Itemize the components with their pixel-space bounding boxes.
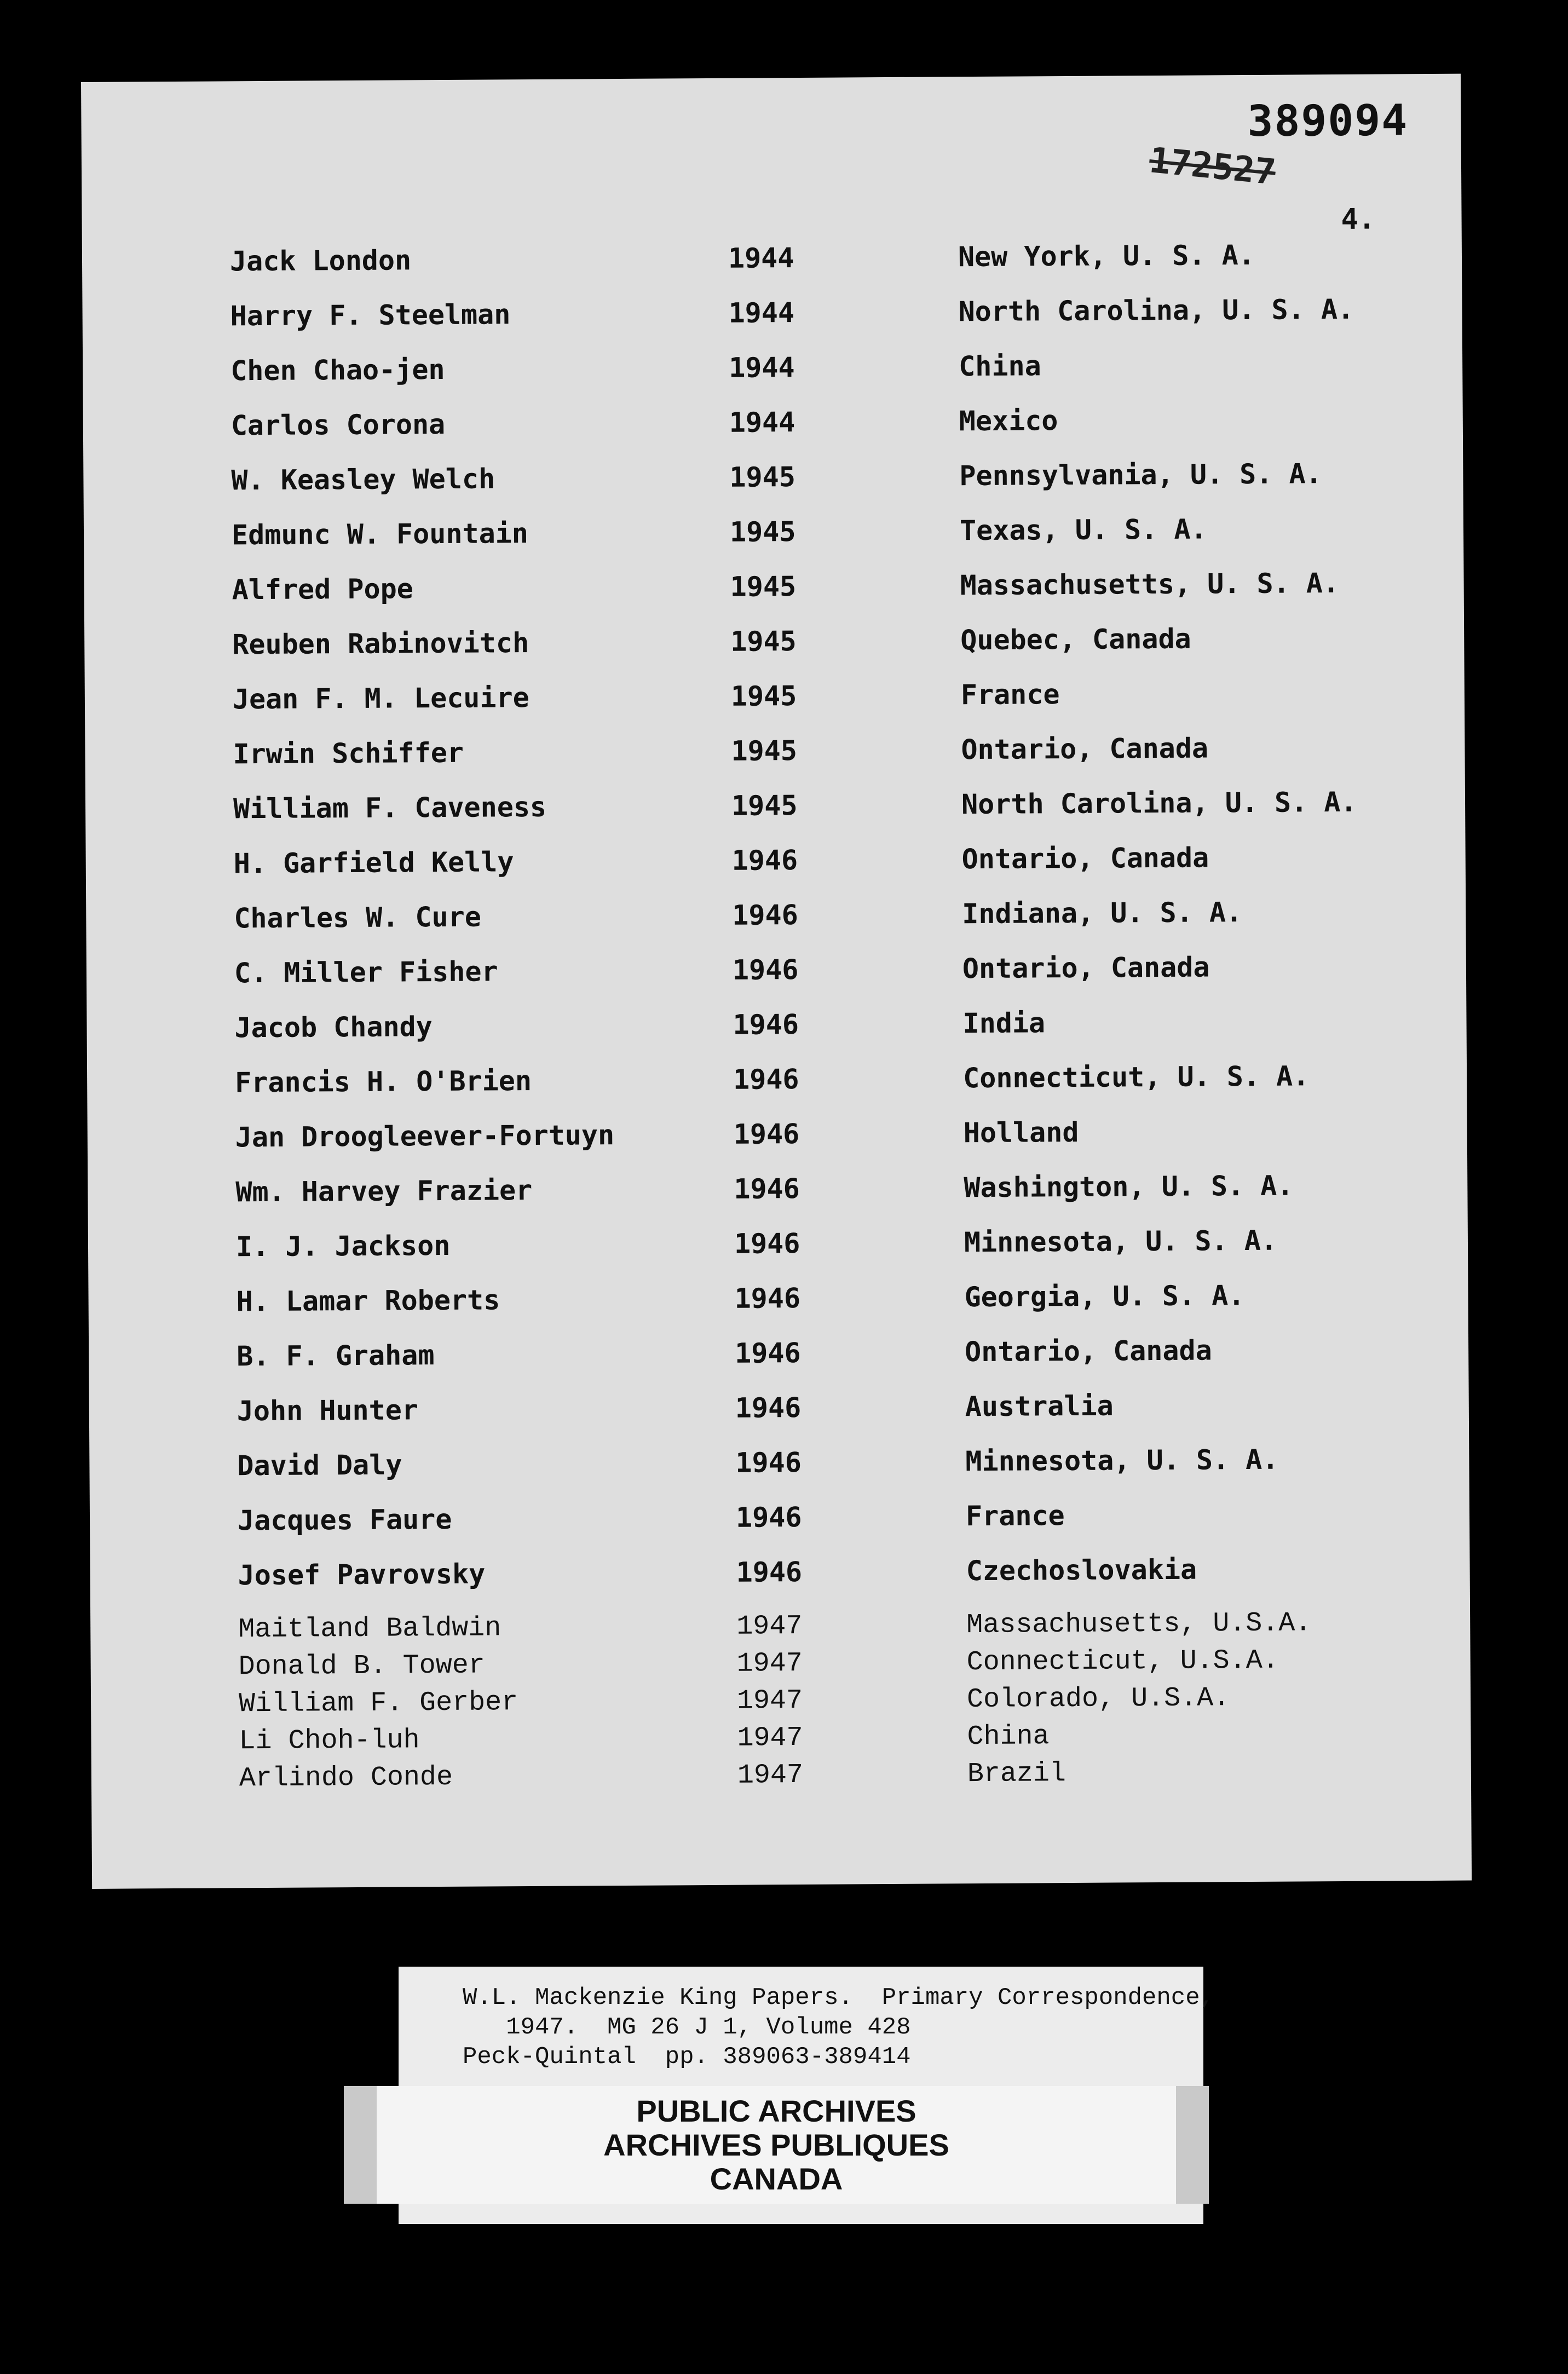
document-number: 389094 [1247, 96, 1409, 146]
archive-label-line: 1947. MG 26 J 1, Volume 428 [463, 2014, 911, 2041]
entry-place: North Carolina, U. S. A. [958, 293, 1354, 328]
page-number: 4. [1341, 203, 1376, 236]
entry-place: Brazil [967, 1758, 1067, 1790]
entry-year: 1944 [728, 242, 794, 274]
entry-year: 1947 [736, 1685, 803, 1717]
entry-year: 1947 [736, 1611, 803, 1643]
table-row [232, 623, 1191, 683]
entry-name: Josef Pavrovsky [238, 1558, 486, 1592]
entry-name: B. F. Graham [237, 1339, 435, 1373]
entry-name: C. Miller Fisher [234, 955, 498, 989]
entry-place: Massachusetts, U. S. A. [960, 567, 1340, 602]
entry-place: Mexico [959, 405, 1058, 437]
entry-name: Carlos Corona [230, 408, 446, 442]
entry-place: Washington, U. S. A. [964, 1169, 1294, 1204]
table-row [230, 405, 1058, 464]
entry-year: 1945 [730, 571, 797, 603]
entry-year: 1946 [735, 1337, 801, 1369]
archive-label-line: W.L. Mackenzie King Papers. Primary Correspondence, [463, 1984, 1215, 2012]
archive-label-text [463, 1983, 1214, 2072]
table-row [234, 951, 1210, 1012]
entry-year: 1946 [733, 1118, 800, 1150]
entry-place: Massachusetts, U.S.A. [966, 1607, 1312, 1641]
entry-name: Donald B. Tower [238, 1650, 485, 1683]
entry-year: 1946 [734, 1173, 800, 1205]
entry-name: Jean F. M. Lecuire [232, 682, 529, 716]
entry-place: Australia [965, 1390, 1114, 1423]
entry-name: Reuben Rabinovitch [232, 627, 529, 661]
entry-place: Minnesota, U. S. A. [965, 1443, 1279, 1478]
entry-year: 1944 [729, 352, 795, 384]
entry-place: Texas, U. S. A. [959, 513, 1207, 547]
entry-place: Colorado, U.S.A. [966, 1682, 1230, 1716]
entry-year: 1946 [732, 899, 798, 931]
entry-name: H. Lamar Roberts [236, 1284, 500, 1318]
entry-place: Ontario, Canada [965, 1334, 1212, 1368]
entry-year: 1944 [729, 406, 795, 439]
entry-year: 1946 [734, 1282, 801, 1315]
entry-place: France [960, 678, 1060, 711]
entry-place: Georgia, U. S. A. [964, 1280, 1245, 1313]
table-row [231, 458, 1322, 519]
entry-place: New York, U. S. A. [958, 239, 1255, 273]
entry-name: Charles W. Cure [234, 901, 482, 935]
entry-name: W. Keasley Welch [231, 463, 495, 497]
archive-stamp-text [344, 2094, 1209, 2196]
entry-name: Francis H. O'Brien [234, 1065, 532, 1099]
entry-place: Ontario, Canada [961, 732, 1209, 766]
entry-name: Li Choh-luh [239, 1725, 420, 1758]
table-row [235, 1169, 1294, 1231]
entry-list [229, 239, 1357, 1800]
entry-year: 1945 [731, 790, 798, 822]
entry-place: Ontario, Canada [962, 951, 1210, 985]
entry-place: Ontario, Canada [961, 842, 1209, 875]
stamp-line: ARCHIVES PUBLIQUES [603, 2128, 949, 2162]
entry-year: 1945 [730, 680, 797, 712]
entry-year: 1947 [737, 1760, 804, 1791]
entry-year: 1946 [732, 954, 799, 986]
entry-year: 1946 [731, 844, 798, 877]
archive-label-line: Peck-Quintal pp. 389063-389414 [463, 2043, 911, 2071]
entry-name: David Daly [237, 1449, 402, 1482]
entry-name: William F. Caveness [233, 791, 547, 825]
entry-name: Edmunc W. Fountain [231, 517, 529, 551]
table-row [237, 1443, 1279, 1505]
entry-year: 1946 [735, 1501, 802, 1534]
entry-year: 1946 [736, 1556, 803, 1588]
entry-name: I. J. Jackson [235, 1229, 451, 1263]
entry-year: 1945 [730, 625, 797, 658]
entry-year: 1945 [729, 516, 796, 548]
entry-name: William F. Gerber [238, 1687, 518, 1720]
table-row [234, 1007, 1046, 1067]
entry-place: China [967, 1721, 1050, 1753]
entry-year: 1946 [735, 1447, 802, 1479]
entry-name: Jack London [229, 244, 412, 278]
entry-name: Irwin Schiffer [233, 736, 464, 770]
entry-name: Jacques Faure [237, 1503, 452, 1537]
entry-year: 1946 [733, 1009, 799, 1041]
entry-name: Jan Droogleever-Fortuyn [235, 1119, 615, 1154]
entry-place: Minnesota, U. S. A. [964, 1224, 1278, 1259]
entry-place: Holland [963, 1116, 1079, 1149]
entry-place: North Carolina, U. S. A. [961, 786, 1357, 821]
entry-place: France [965, 1500, 1065, 1532]
entry-name: Chen Chao-jen [230, 353, 445, 387]
entry-name: Wm. Harvey Frazier [235, 1174, 533, 1208]
entry-place: Indiana, U. S. A. [962, 896, 1243, 930]
stamp-line: CANADA [710, 2162, 843, 2196]
entry-year: 1946 [733, 1063, 799, 1096]
entry-place: Connecticut, U.S.A. [966, 1645, 1279, 1679]
entry-name: John Hunter [237, 1394, 419, 1427]
entry-year: 1946 [734, 1228, 800, 1260]
table-row [235, 1224, 1278, 1286]
document-page [81, 74, 1472, 1889]
entry-place: China [959, 350, 1041, 383]
entry-place: India [962, 1007, 1046, 1040]
entry-year: 1946 [735, 1392, 802, 1424]
table-row [237, 1390, 1114, 1450]
entry-year: 1944 [728, 297, 795, 329]
table-row [233, 786, 1357, 848]
entry-place: Quebec, Canada [960, 623, 1191, 656]
entry-name: Maitland Baldwin [238, 1612, 501, 1646]
entry-place: Czechoslovakia [966, 1553, 1197, 1587]
entry-year: 1945 [731, 735, 798, 767]
table-row [235, 1116, 1079, 1176]
entry-name: Arlindo Conde [239, 1761, 453, 1795]
entry-name: Alfred Pope [232, 573, 413, 606]
entry-year: 1947 [736, 1648, 803, 1680]
table-row [230, 350, 1041, 410]
entry-year: 1947 [737, 1722, 803, 1754]
stamp-line: PUBLIC ARCHIVES [636, 2094, 916, 2128]
table-row [236, 1280, 1245, 1340]
entry-year: 1945 [729, 461, 796, 493]
entry-name: H. Garfield Kelly [233, 846, 514, 880]
entry-name: Jacob Chandy [234, 1011, 433, 1044]
entry-name: Harry F. Steelman [230, 298, 511, 332]
entry-place: Pennsylvania, U. S. A. [959, 458, 1322, 492]
old-document-number: 172527 [1147, 140, 1278, 193]
entry-place: Connecticut, U. S. A. [962, 1060, 1310, 1094]
